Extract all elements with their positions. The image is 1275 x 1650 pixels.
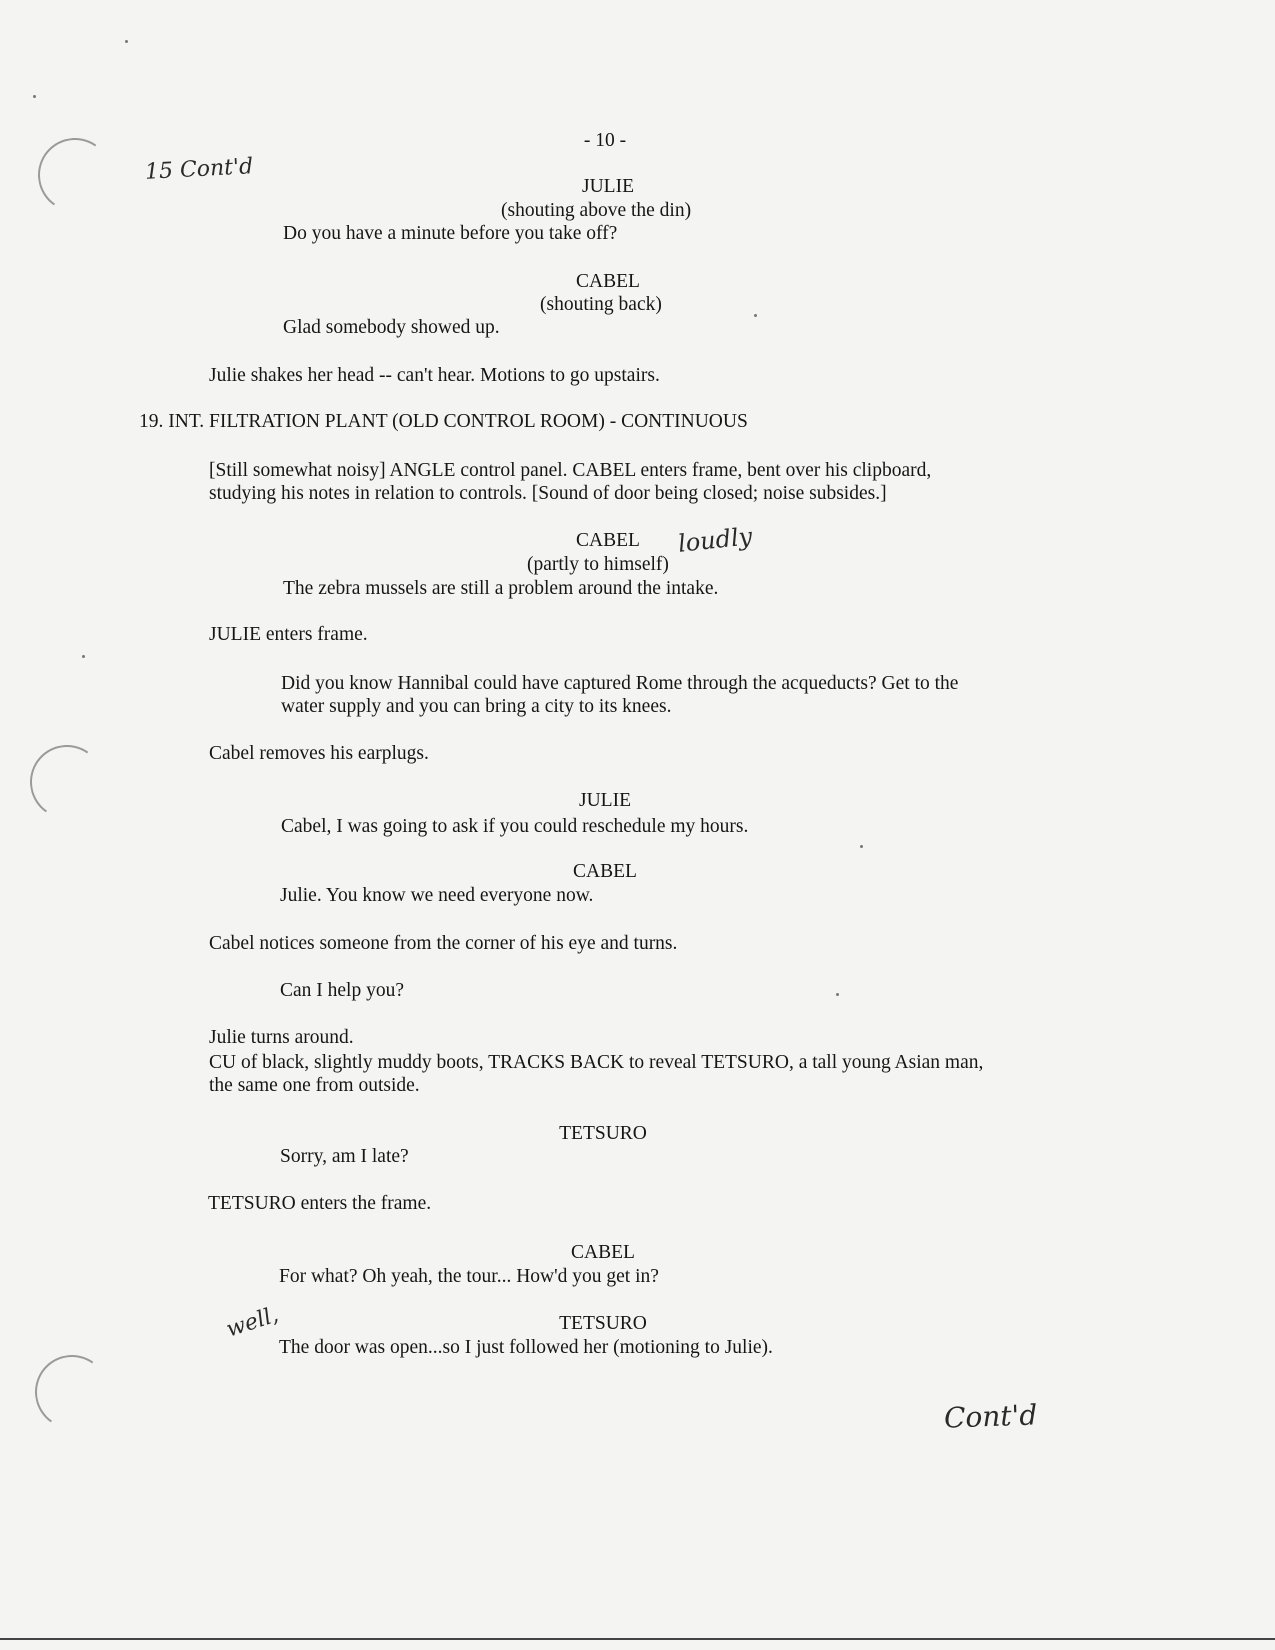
handwritten-loudly: loudly [676,522,754,558]
speck [82,655,85,658]
dialogue: Julie. You know we need everyone now. [280,885,594,906]
parenthetical: (partly to himself) [527,554,669,575]
character-name: CABEL [571,1242,635,1263]
parenthetical: (shouting above the din) [501,200,692,221]
dialogue: Cabel, I was going to ask if you could reschedule my hours. [281,816,749,837]
speck [860,845,863,848]
dialogue: For what? Oh yeah, the tour... How'd you get in? [279,1266,659,1287]
dialogue: The zebra mussels are still a problem around the intake. [283,578,719,599]
character-name: TETSURO [559,1313,647,1334]
page-number: - 10 - [583,130,627,151]
action-line: Julie shakes her head -- can't hear. Motions to go upstairs. [209,365,660,386]
dialogue: Did you know Hannibal could have captured Rome through the acqueducts? Get to the [281,673,959,694]
speck [33,95,36,98]
speck [836,993,839,996]
action-line: CU of black, slightly muddy boots, TRACKS BACK to reveal TETSURO, a tall young Asian man, [209,1052,984,1073]
handwritten-well: well, [223,1302,282,1343]
speck [125,40,128,43]
action-line: Cabel notices someone from the corner of his eye and turns. [209,933,678,954]
parenthetical: (shouting back) [540,294,662,315]
character-name: CABEL [576,271,640,292]
dialogue: The door was open...so I just followed her (motioning to Julie). [279,1337,773,1358]
dialogue: Sorry, am I late? [280,1146,409,1167]
action-line: Julie turns around. [209,1027,354,1048]
dialogue: water supply and you can bring a city to its knees. [281,696,672,717]
character-name: JULIE [582,176,634,197]
character-name: CABEL [573,861,637,882]
dialogue: Can I help you? [280,980,405,1001]
character-name: JULIE [579,790,631,811]
character-name: TETSURO [559,1123,647,1144]
dialogue: Do you have a minute before you take off? [283,223,618,244]
action-line: studying his notes in relation to controls. [Sound of door being closed; noise subsides.] [209,483,887,504]
character-name: CABEL [576,530,640,551]
punch-hole-bottom [29,1349,115,1435]
punch-hole-middle [24,739,110,825]
dialogue: Glad somebody showed up. [283,317,500,338]
scene-heading: 19. INT. FILTRATION PLANT (OLD CONTROL ROOM) - CONTINUOUS [139,411,748,432]
action-line: JULIE enters frame. [209,624,368,645]
handwritten-scene-contd: 15 Cont'd [144,154,254,185]
handwritten-footer-contd: Cont'd [943,1398,1038,1435]
action-line: Cabel removes his earplugs. [209,743,429,764]
punch-hole-top [32,132,118,218]
bottom-edge-line [0,1638,1275,1640]
speck [754,314,757,317]
action-line: the same one from outside. [209,1075,420,1096]
action-line: [Still somewhat noisy] ANGLE control panel. CABEL enters frame, bent over his clipboard, [209,460,932,481]
action-line: TETSURO enters the frame. [208,1193,432,1214]
